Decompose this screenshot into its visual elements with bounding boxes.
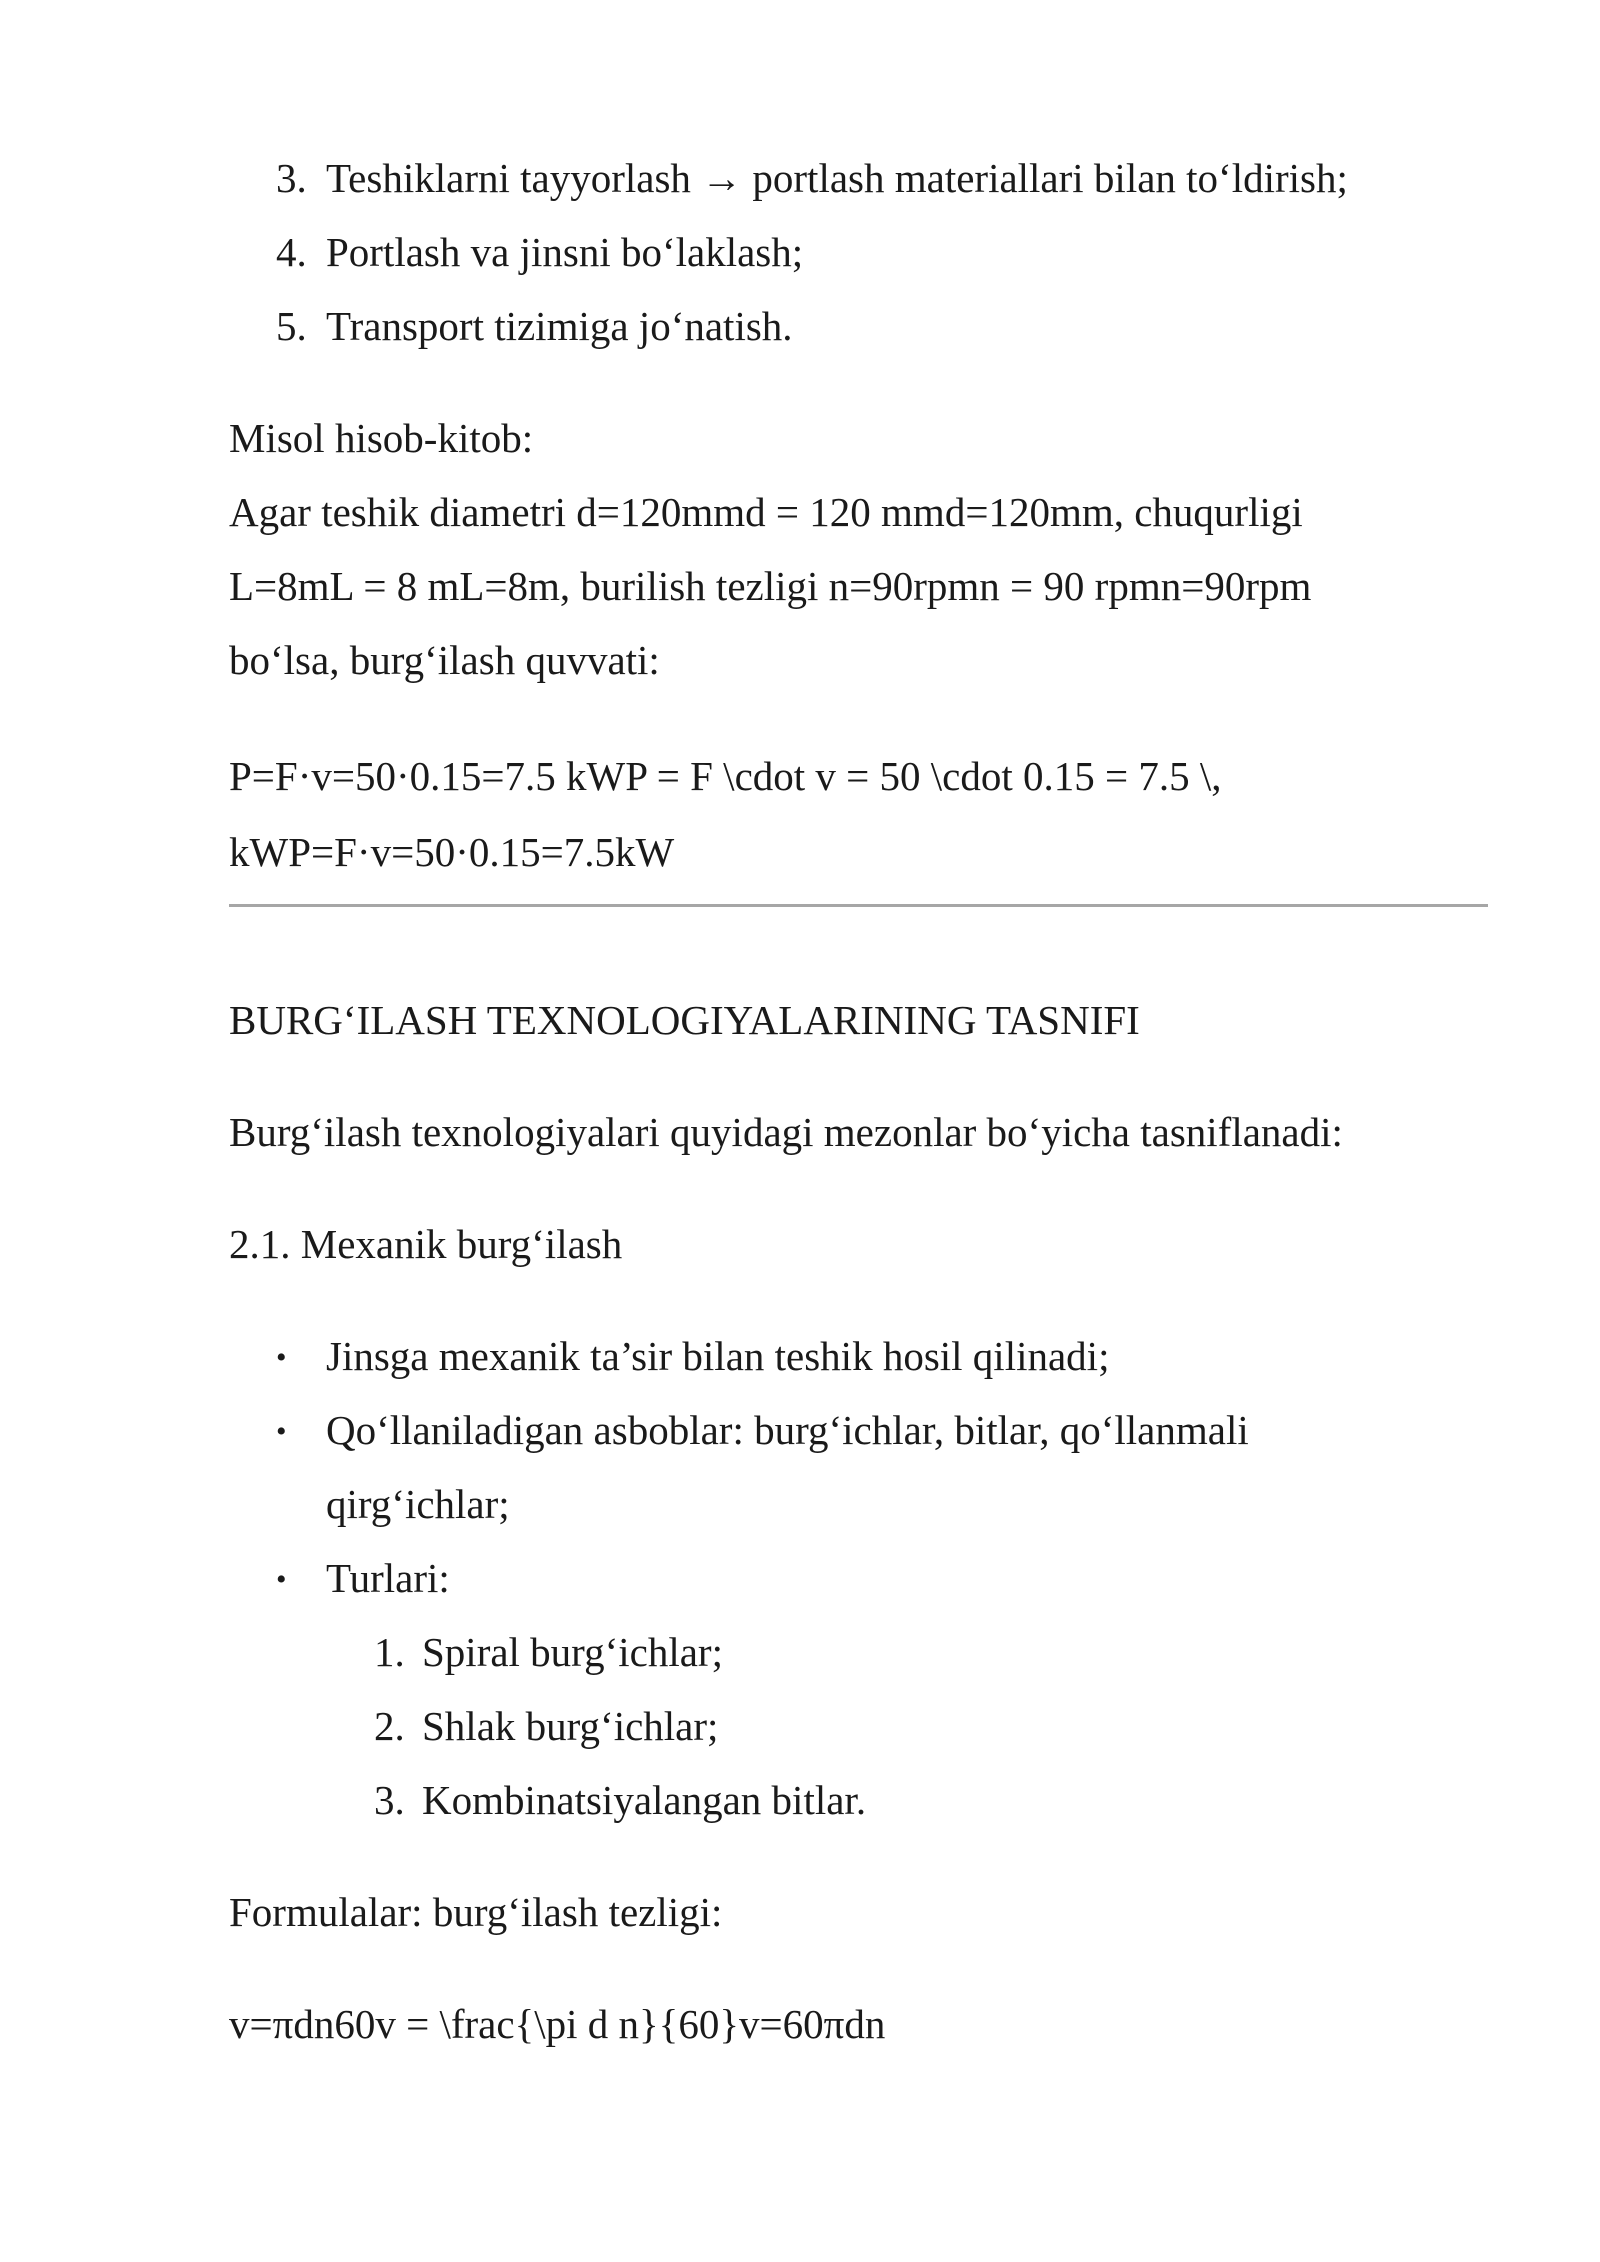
sublist-item-text: Shlak burg‘ichlar; [422, 1703, 719, 1749]
example-line: Agar teshik diametri d=120mmd = 120 mmd=120mm, chuqurligi [229, 489, 1303, 535]
sublist-item-number: 3. [374, 1777, 405, 1823]
sublist-item-text: Kombinatsiyalangan bitlar. [422, 1777, 867, 1823]
example-line: bo‘lsa, burg‘ilash quvvati: [229, 637, 660, 683]
horizontal-divider [229, 904, 1488, 907]
sublist-item-text: Spiral burg‘ichlar; [422, 1629, 723, 1675]
formula-power-line: kWP=F·v=50·0.15=7.5kW [229, 829, 675, 875]
sublist-item-number: 2. [374, 1703, 405, 1749]
sublist-item-number: 1. [374, 1629, 405, 1675]
section-subtitle: 2.1. Mexanik burg‘ilash [229, 1221, 623, 1267]
bullet-icon: • [276, 1341, 287, 1374]
list-item-text: Portlash va jinsni bo‘laklash; [326, 229, 804, 275]
list-item-text: Teshiklarni tayyorlash → portlash materiallari bilan to‘ldirish; [326, 155, 1348, 201]
formula-power-line: P=F·v=50·0.15=7.5 kWP = F \cdot v = 50 \cdot 0.15 = 7.5 \, [229, 753, 1222, 799]
bullet-icon: • [276, 1563, 287, 1596]
bullet-item-text: Turlari: [326, 1555, 450, 1601]
formula-speed: v=πdn60v = \frac{\pi d n}{60}v=60πdn [229, 2001, 886, 2047]
list-item-number: 3. [276, 155, 307, 201]
list-item-number: 4. [276, 229, 307, 275]
section-title: BURG‘ILASH TEXNOLOGIYALARINING TASNIFI [229, 997, 1140, 1043]
example-heading: Misol hisob-kitob: [229, 415, 534, 461]
bullet-icon: • [276, 1415, 287, 1448]
bullet-item-text: Qo‘llaniladigan asboblar: burg‘ichlar, bitlar, qo‘llanmali [326, 1407, 1249, 1453]
section-intro: Burg‘ilash texnologiyalari quyidagi mezonlar bo‘yicha tasniflanadi: [229, 1109, 1343, 1155]
formulas-heading: Formulalar: burg‘ilash tezligi: [229, 1889, 723, 1935]
list-item-number: 5. [276, 303, 307, 349]
bullet-item-text-continued: qirg‘ichlar; [326, 1481, 510, 1527]
list-item-text: Transport tizimiga jo‘natish. [326, 303, 793, 349]
example-line: L=8mL = 8 mL=8m, burilish tezligi n=90rpmn = 90 rpmn=90rpm [229, 563, 1312, 609]
bullet-item-text: Jinsga mexanik ta’sir bilan teshik hosil qilinadi; [326, 1333, 1110, 1379]
